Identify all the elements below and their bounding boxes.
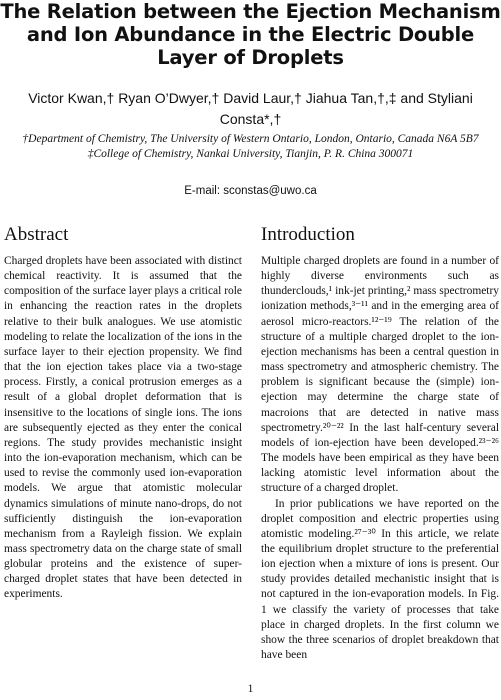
abstract-heading: Abstract	[4, 224, 69, 245]
abstract-text: Charged droplets have been associated with distinct chemical reactivity. It is assumed that the composition of the surface layer plays a critical role in enhancing the reaction rates in the droplets relative to their bulk analogues. We use atomistic modeling to relate the localization of the ions in the surface layer to their ejection propensity. We find that the ion ejection takes place via a two-stage process. Firstly, a conical protrusion emerges as a result of a global droplet deformation that is insensitive to the locations of single ions. The ions are subsequently ejected as they enter the conical regions. The study provides mechanistic insight into the ion-evaporation mechanism, which can be used to revise the commonly used ion-evaporation models. We argue that atomistic molecular dynamics simulations of minute nano-drops, do not sufficiently distinguish the ion-evaporation mechanism from a Rayleigh fission. We explain mass spectrometry data on the charge state of small globular proteins and the existence of super-charged droplet states that have been detected in experiments.	[4, 255, 242, 601]
page-number: 1	[247, 683, 254, 695]
contact-email: E-mail: sconstas@uwo.ca	[184, 185, 317, 197]
affiliation-western: †Department of Chemistry, The University of Western Ontario, London, Ontario, Canada N6A 5B7	[22, 133, 479, 145]
introduction-column	[261, 254, 499, 663]
author-list: Victor Kwan,† Ryan O’Dwyer,† David Laur,† Jiahua Tan,†,‡ and Styliani Consta*,†	[28, 90, 473, 127]
introduction-paragraph-1: Multiple charged droplets are found in a number of highly diverse environments such as thunderclouds,¹ ink-jet printing,² mass spectrometry ionization methods,³⁻¹¹ and in the emerging area of aerosol micro-reactors.¹²⁻¹⁹ The relation of the structure of a multiple charged droplet to the ion-ejection mechanisms has been a central question in mass spectrometry and atmospheric chemistry. The problem is significant because the (simple) ion-ejection may determine the charge state of macroions that are detected in native mass spectrometry.²⁰⁻²² In the last half-century several models of ion-ejection have been developed.²³⁻²⁶ The models have been empirical as they have been lacking atomistic level information about the structure of a charged droplet.	[261, 255, 499, 495]
introduction-paragraph-2: In prior publications we have reported on the droplet composition and electric properties using atomistic modeling.²⁷⁻³⁰ In this article, we relate the equilibrium droplet structure to the preferential ion ejection when a mixture of ions is present. Our study provides detailed mechanistic insight that is not captured in the ion-evaporation models. In Fig. 1 we classify the variety of processes that take place in charged droplets. In the first column we show the three scenarios of droplet breakdown that have been	[261, 497, 499, 662]
affiliation-nankai: ‡College of Chemistry, Nankai University, Tianjin, P. R. China 300071	[87, 148, 414, 160]
affiliations	[10, 132, 491, 162]
introduction-heading: Introduction	[261, 224, 355, 245]
paper-title: The Relation between the Ejection Mechanism and Ion Abundance in the Electric Double Layer of Droplets	[0, 0, 501, 69]
abstract-column	[4, 254, 242, 603]
